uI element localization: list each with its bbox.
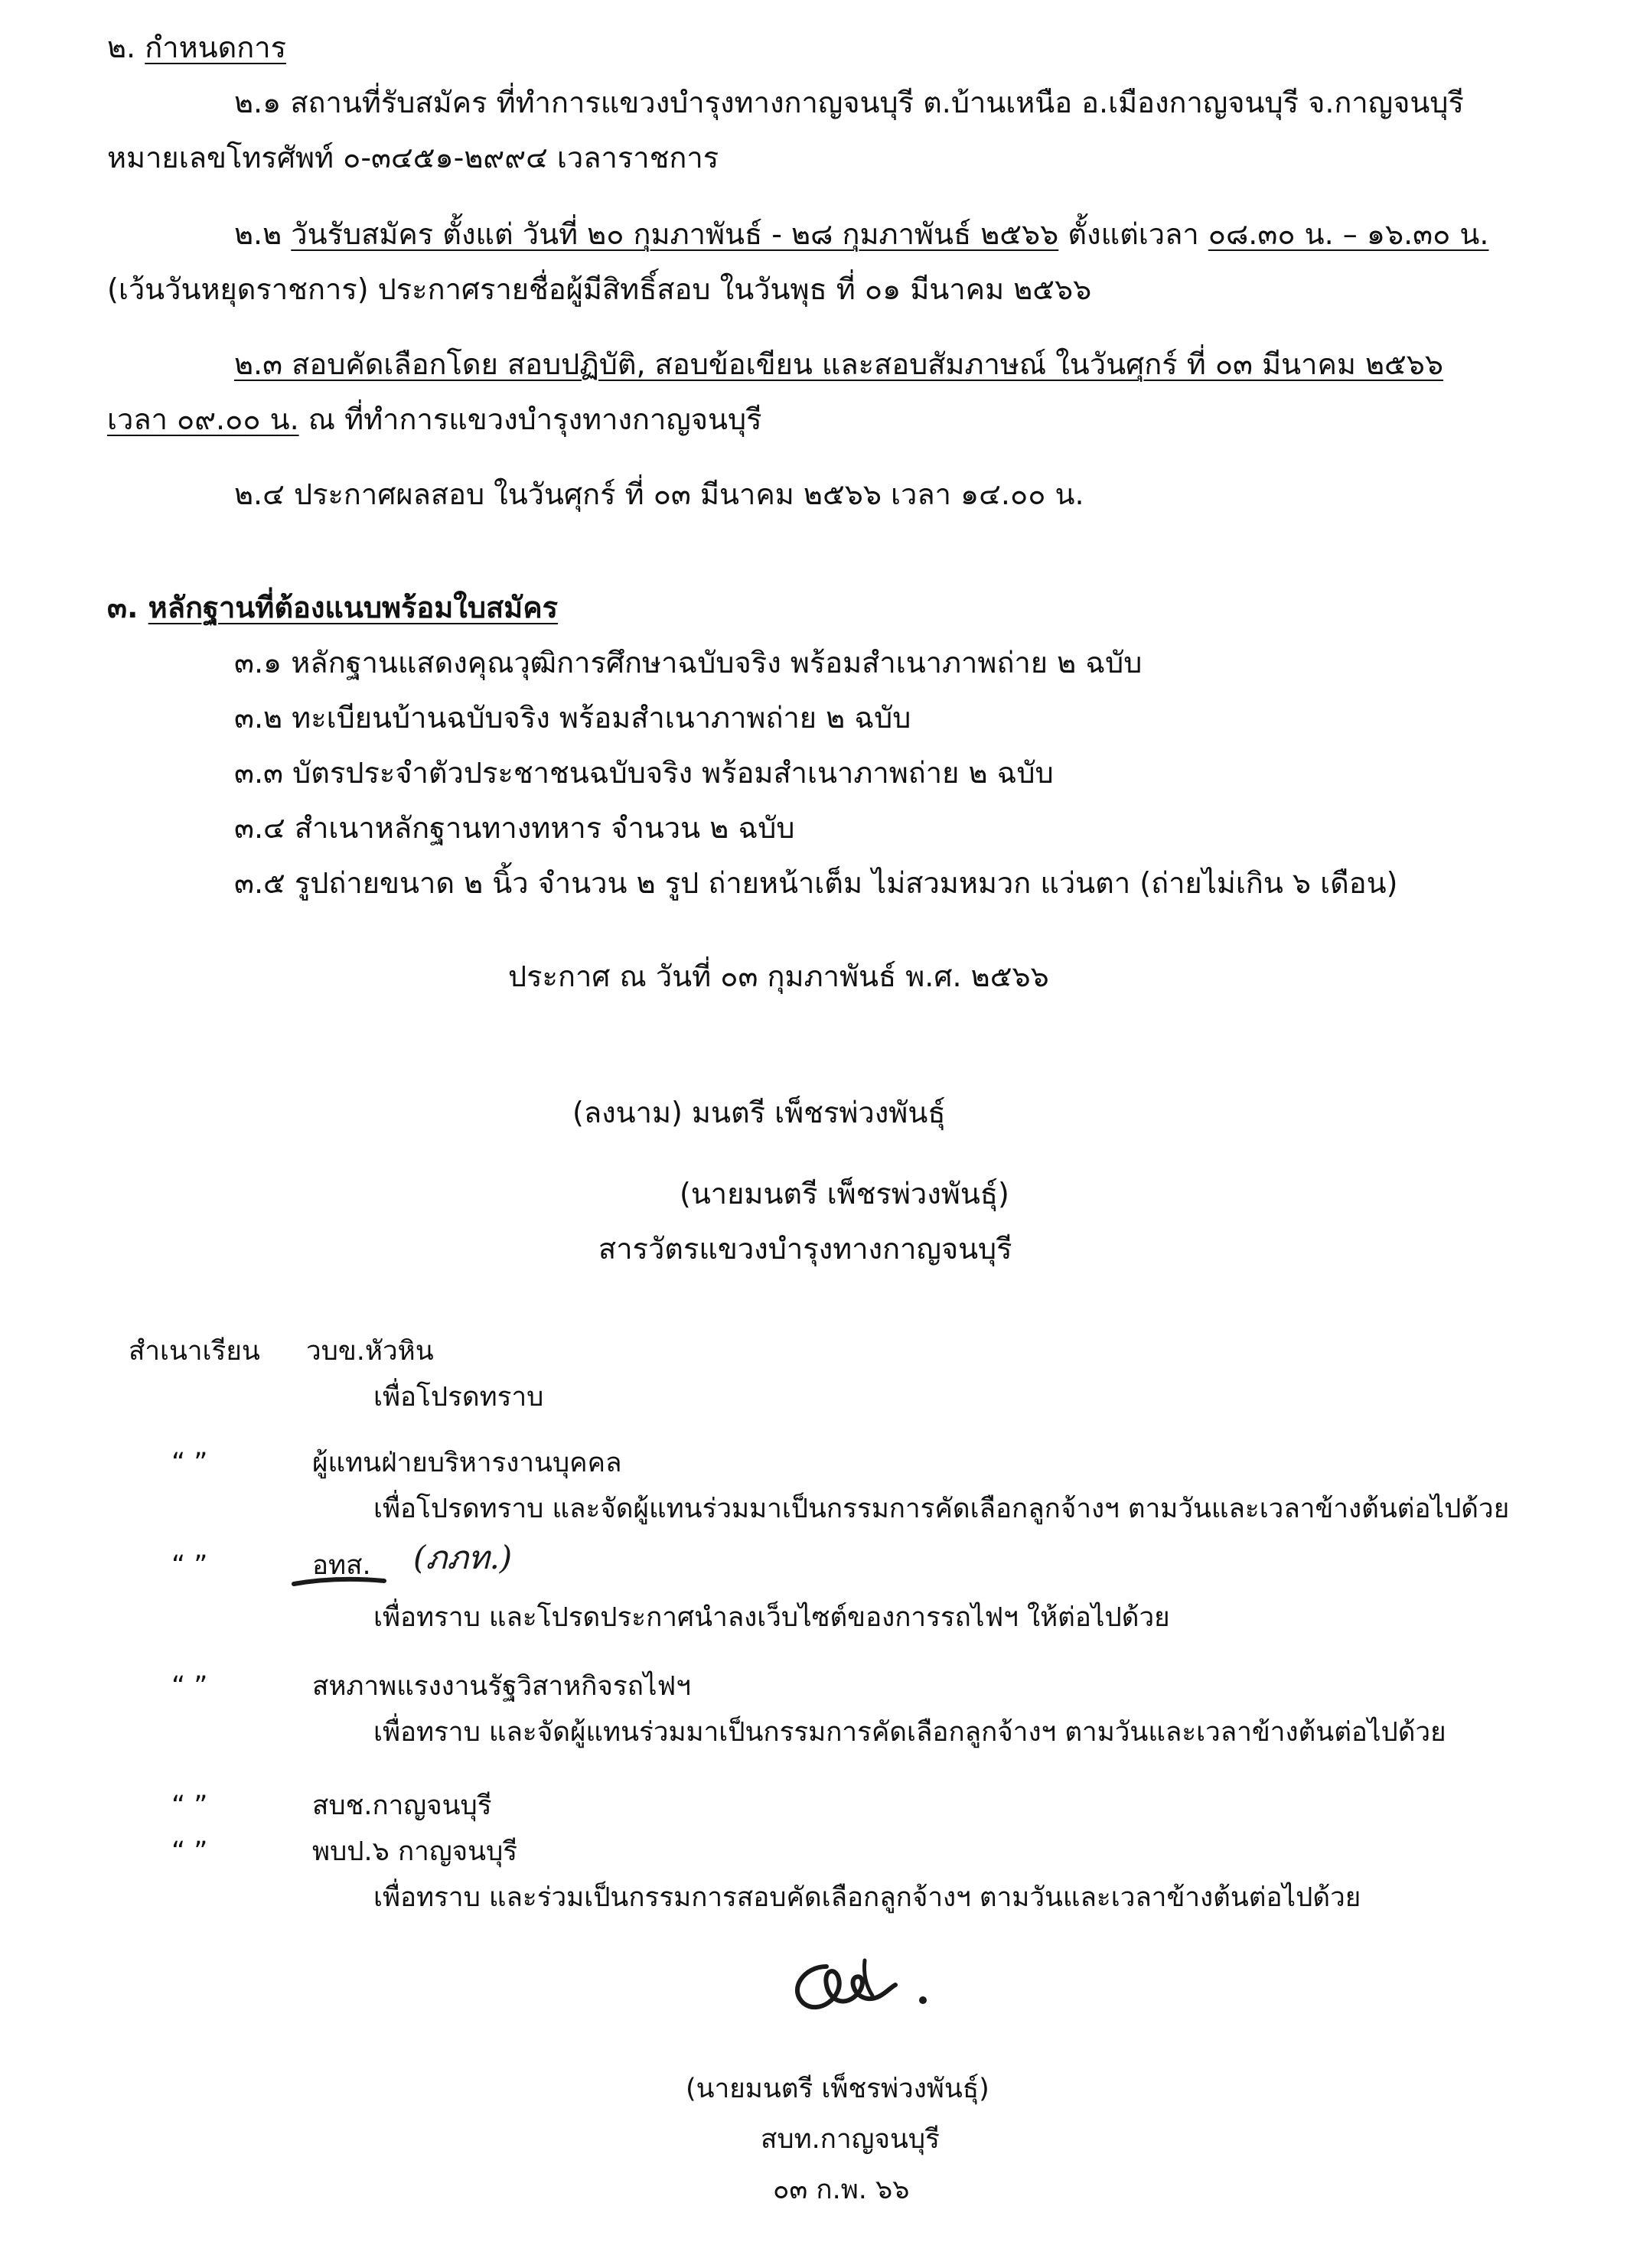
section2-heading bbox=[107, 28, 286, 67]
item-2-2-time-label: ตั้งแต่เวลา bbox=[1058, 217, 1208, 251]
ditto-mark: “ ” bbox=[171, 1448, 208, 1478]
item-2-3-line2 bbox=[107, 399, 761, 439]
footer-position: สบท.กาญจนบุรี bbox=[761, 2124, 940, 2155]
signature-icon bbox=[773, 1944, 949, 2028]
exam-location: ณ ที่ทำการแขวงบำรุงทางกาญจนบุรี bbox=[298, 402, 762, 436]
section2-number: ๒. bbox=[107, 31, 136, 64]
item-2-3-line1: ๒.๓ สอบคัดเลือกโดย สอบปฏิบัติ, สอบข้อเขียน และสอบสัมภาษณ์ ในวันศุกร์ ที่ ๐๓ มีนาคม ๒๕๖๖ bbox=[234, 347, 1444, 381]
copy-1-note: เพื่อโปรดทราบ bbox=[373, 1382, 544, 1413]
item-2-2-line2: (เว้นวันหยุดราชการ) ประกาศรายชื่อผู้มีสิทธิ์สอบ ในวันพุธ ที่ ๐๑ มีนาคม ๒๕๖๖ bbox=[107, 272, 1092, 306]
ditto-mark: “ ” bbox=[171, 1671, 208, 1702]
item-3-4: ๓.๔ สำเนาหลักฐานทางทหาร จำนวน ๒ ฉบับ bbox=[234, 811, 795, 845]
application-hours: ๐๘.๓๐ น. – ๑๖.๓๐ น. bbox=[1208, 217, 1489, 251]
item-3-5: ๓.๕ รูปถ่ายขนาด ๒ นิ้ว จำนวน ๒ รูป ถ่ายหน้าเต็ม ไม่สวมหมวก แว่นตา (ถ่ายไม่เกิน ๖ เดือน) bbox=[234, 866, 1398, 900]
item-3-3: ๓.๓ บัตรประจำตัวประชาชนฉบับจริง พร้อมสำเนาภาพถ่าย ๒ ฉบับ bbox=[234, 756, 1054, 790]
section3-heading bbox=[107, 588, 558, 627]
copy-6-note: เพื่อทราบ และร่วมเป็นกรรมการสอบคัดเลือกลูกจ้างฯ ตามวันและเวลาข้างต้นต่อไปด้วย bbox=[373, 1882, 1361, 1913]
application-period: วันรับสมัคร ตั้งแต่ วันที่ ๒๐ กุมภาพันธ์ - ๒๘ กุมภาพันธ์ ๒๕๖๖ bbox=[291, 217, 1059, 251]
copy-4-note: เพื่อทราบ และจัดผู้แทนร่วมมาเป็นกรรมการคัดเลือกลูกจ้างฯ ตามวันและเวลาข้างต้นต่อไปด้วย bbox=[373, 1717, 1446, 1748]
item-2-2-number: ๒.๒ bbox=[234, 217, 292, 251]
ditto-mark: “ ” bbox=[171, 1550, 208, 1581]
ditto-mark: “ ” bbox=[171, 1836, 208, 1867]
copy-3-recipient: อทส. bbox=[312, 1550, 371, 1581]
handwritten-underline-icon bbox=[289, 1572, 389, 1590]
section2-title: กำหนดการ bbox=[145, 31, 287, 64]
footer-name: (นายมนตรี เพ็ชรพ่วงพันธุ์) bbox=[686, 2074, 989, 2104]
exam-time: เวลา ๐๙.๐๐ น. bbox=[107, 402, 299, 436]
copy-2-recipient: ผู้แทนฝ่ายบริหารงานบุคคล bbox=[312, 1448, 622, 1478]
signer-name: (นายมนตรี เพ็ชรพ่วงพันธุ์) bbox=[680, 1177, 1009, 1211]
copy-4-recipient: สหภาพแรงงานรัฐวิสาหกิจรถไฟฯ bbox=[312, 1671, 691, 1702]
copy-3-note: เพื่อทราบ และโปรดประกาศนำลงเว็บไซต์ของการรถไฟฯ ให้ต่อไปด้วย bbox=[373, 1602, 1170, 1633]
copy-6-recipient: พบป.๖ กาญจนบุรี bbox=[312, 1836, 518, 1867]
item-2-1-line1: ๒.๑ สถานที่รับสมัคร ที่ทำการแขวงบำรุงทางกาญจนบุรี ต.บ้านเหนือ อ.เมืองกาญจนบุรี จ.กาญจนบุรี bbox=[234, 86, 1464, 119]
copies-label: สำเนาเรียน bbox=[129, 1336, 260, 1367]
announcement-date: ประกาศ ณ วันที่ ๐๓ กุมภาพันธ์ พ.ศ. ๒๕๖๖ bbox=[508, 960, 1049, 993]
item-2-1-line2: หมายเลขโทรศัพท์ ๐-๓๔๕๑-๒๙๙๔ เวลาราชการ bbox=[107, 141, 719, 174]
ditto-mark: “ ” bbox=[171, 1791, 208, 1821]
item-3-2: ๓.๒ ทะเบียนบ้านฉบับจริง พร้อมสำเนาภาพถ่าย ๒ ฉบับ bbox=[234, 701, 911, 735]
item-2-2-line1 bbox=[234, 214, 1488, 254]
signer-position: สารวัตรแขวงบำรุงทางกาญจนบุรี bbox=[598, 1232, 1012, 1266]
section3-number: ๓. bbox=[107, 591, 139, 624]
footer-date: ๐๓ ก.พ. ๖๖ bbox=[773, 2175, 910, 2205]
copy-2-note: เพื่อโปรดทราบ และจัดผู้แทนร่วมมาเป็นกรรมการคัดเลือกลูกจ้างฯ ตามวันและเวลาข้างต้นต่อไปด้วย bbox=[373, 1494, 1510, 1524]
section3-title: หลักฐานที่ต้องแนบพร้อมใบสมัคร bbox=[148, 591, 559, 624]
item-2-4: ๒.๔ ประกาศผลสอบ ในวันศุกร์ ที่ ๐๓ มีนาคม ๒๕๖๖ เวลา ๑๔.๐๐ น. bbox=[234, 477, 1084, 511]
handwritten-annotation: (ภภท.) bbox=[413, 1539, 513, 1576]
signed-line: (ลงนาม) มนตรี เพ็ชรพ่วงพันธุ์ bbox=[572, 1096, 946, 1129]
copy-1-recipient: วบข.หัวหิน bbox=[306, 1336, 434, 1367]
item-3-1: ๓.๑ หลักฐานแสดงคุณวุฒิการศึกษาฉบับจริง พร้อมสำเนาภาพถ่าย ๒ ฉบับ bbox=[234, 646, 1143, 679]
copy-5-recipient: สบช.กาญจนบุรี bbox=[312, 1791, 492, 1821]
